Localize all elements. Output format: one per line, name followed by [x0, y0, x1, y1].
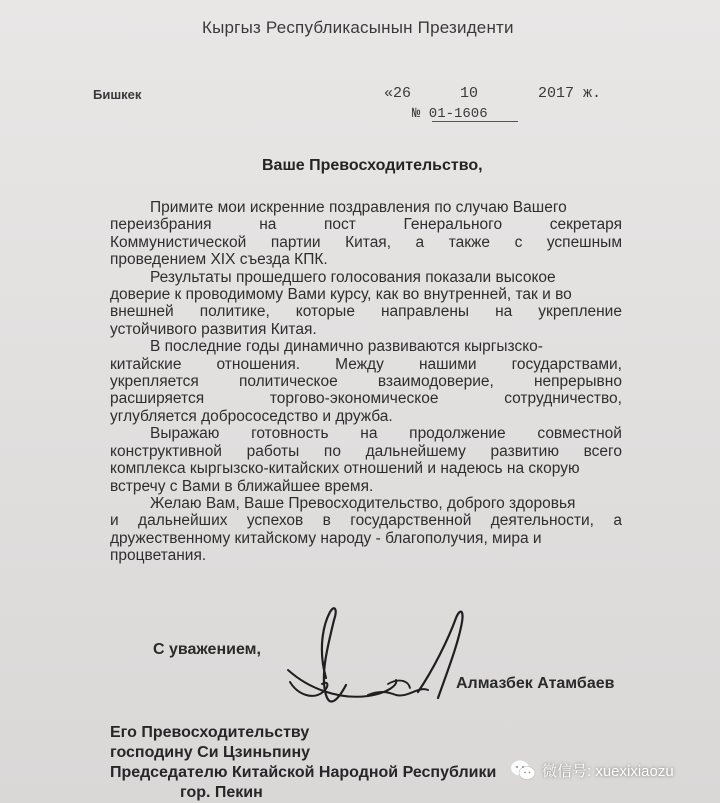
- body-word: Между: [335, 355, 384, 373]
- body-word: направлены: [380, 303, 470, 321]
- body-word: укрепляется: [110, 373, 199, 391]
- body-word: государствами,: [511, 355, 622, 373]
- body-word: переизбрания: [110, 216, 212, 234]
- body-line: [110, 547, 622, 564]
- body-text: устойчивого развития Китая.: [110, 320, 317, 338]
- closing: С уважением,: [153, 641, 261, 658]
- city: Бишкек: [93, 87, 142, 102]
- body-line: [110, 321, 622, 338]
- body-word: продолжение: [409, 425, 506, 443]
- addressee-line: гор. Пекин: [180, 784, 263, 801]
- body-line: [110, 495, 622, 512]
- body-word: Выражаю: [150, 425, 220, 443]
- body-word: совместной: [537, 425, 622, 443]
- body-line: [110, 530, 622, 547]
- body-line: [110, 478, 622, 495]
- body-text: Примите мои искренние поздравления по случаю Вашего: [150, 199, 567, 216]
- body-word: укрепление: [538, 303, 622, 321]
- body-word: на: [360, 425, 378, 443]
- body-line: [110, 408, 622, 425]
- signature: [268, 600, 468, 715]
- body-word: Коммунистической: [110, 233, 247, 251]
- body-word: Китая,: [345, 233, 392, 251]
- addressee-line: Его Превосходительству: [110, 724, 310, 741]
- body-line: [110, 356, 622, 373]
- letterhead: Кыргыз Республикасынын Президенти: [202, 18, 514, 37]
- document-number: № 01-1606: [412, 106, 488, 122]
- body-line: [110, 373, 622, 390]
- addressee-line: господину Си Цзиньпину: [110, 744, 311, 761]
- body-word: и: [110, 512, 119, 530]
- body-word: отношения.: [216, 355, 301, 373]
- body-word: нашими: [418, 355, 477, 373]
- body-word: всего: [583, 442, 622, 460]
- body-word: работы: [246, 442, 300, 460]
- body-word: также: [448, 233, 491, 251]
- body-word: секретаря: [549, 216, 622, 234]
- body-word: успешным: [546, 233, 622, 251]
- body-line: [110, 216, 622, 233]
- body-word: непрерывно: [533, 373, 622, 391]
- body-line: [110, 303, 622, 320]
- body-word: конструктивной: [110, 442, 222, 460]
- body-text: Желаю Вам, Ваше Превосходительство, доброго здоровья: [150, 494, 576, 512]
- body-word: пост: [323, 216, 356, 234]
- addressee-block: [110, 723, 496, 803]
- body-word: расширяется: [110, 390, 205, 408]
- date-year: 2017 ж.: [538, 85, 602, 102]
- body-word: государственной: [350, 512, 472, 530]
- body-line: [110, 199, 622, 216]
- body-text: В последние годы динамично развиваются кыргызско-: [150, 338, 543, 356]
- body-text: процветания.: [110, 547, 207, 565]
- body-text: дружественному китайскому народу - благополучия, мира и: [110, 529, 542, 547]
- body-line: [110, 512, 622, 529]
- body-word: которые: [295, 303, 355, 321]
- body-word: взаимодоверие,: [377, 373, 494, 391]
- letter-body: [110, 199, 622, 565]
- body-word: а: [415, 233, 425, 251]
- body-line: [110, 443, 622, 460]
- body-word: Генерального: [403, 216, 503, 234]
- body-line: [110, 460, 622, 477]
- body-text: комплекса кыргызско-китайских отношений и надеюсь на скорую: [110, 460, 580, 478]
- body-word: дальнейшему: [365, 442, 466, 460]
- body-line: [110, 286, 622, 303]
- salutation: Ваше Превосходительство,: [262, 157, 483, 174]
- body-text: встречу с Вами в ближайшее время.: [110, 477, 374, 495]
- body-line: [110, 390, 622, 407]
- addressee-line: Председателю Китайской Народной Республики: [110, 764, 497, 781]
- body-word: на: [495, 303, 513, 321]
- body-word: сотрудничество,: [504, 390, 622, 408]
- body-text: доверие к проводимому Вами курсу, как во внутренней, так и во: [110, 286, 572, 304]
- body-word: торгово-экономическое: [269, 390, 439, 408]
- body-word: партии: [270, 233, 321, 251]
- number-underline: [432, 121, 518, 122]
- body-line: [110, 234, 622, 251]
- body-word: а: [613, 512, 622, 530]
- date-month: 10: [460, 85, 479, 102]
- body-word: внешней: [110, 303, 174, 321]
- watermark-label: 微信号: xuexixiaozu: [542, 762, 674, 780]
- body-line: [110, 251, 622, 268]
- body-text: углубляется добрососедство и дружба.: [110, 407, 393, 425]
- body-line: [110, 269, 622, 286]
- body-word: дальнейших: [138, 512, 228, 530]
- signer-name: Алмазбек Атамбаев: [456, 675, 615, 692]
- body-text: проведением XIX съезда КПК.: [110, 251, 328, 269]
- date-day: «26: [384, 85, 412, 102]
- body-word: китайские: [110, 355, 182, 373]
- body-word: по: [323, 442, 341, 460]
- watermark: [510, 756, 674, 784]
- body-word: в: [322, 512, 331, 530]
- body-word: готовность: [251, 425, 329, 443]
- body-line: [110, 425, 622, 442]
- body-word: политике,: [199, 303, 270, 321]
- wechat-icon: [510, 759, 536, 781]
- body-word: успехов: [246, 512, 304, 530]
- body-word: развитию: [490, 442, 559, 460]
- body-text: Результаты прошедшего голосования показали высокое: [150, 268, 556, 286]
- body-word: деятельности,: [490, 512, 594, 530]
- body-word: с: [514, 233, 523, 251]
- body-word: на: [259, 216, 277, 234]
- body-line: [110, 338, 622, 355]
- body-word: политическое: [238, 373, 338, 391]
